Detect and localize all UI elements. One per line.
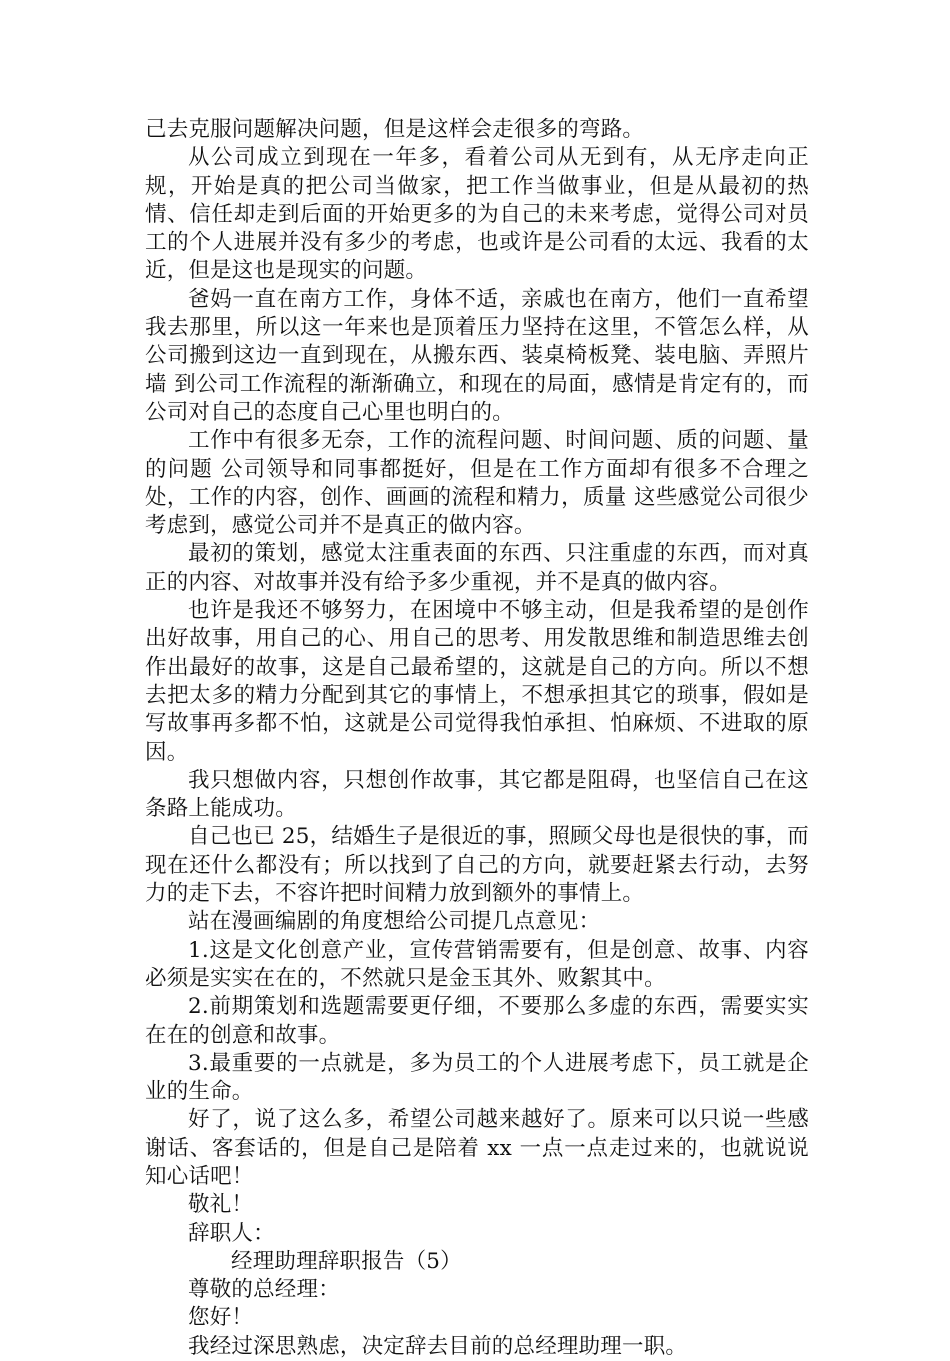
document-body [145, 116, 809, 1361]
document-paragraph: 工作中有很多无奈，工作的流程问题、时间问题、质的问题、量的问题 公司领导和同事都挺好，但是在工作方面却有很多不合理之处，工作的内容，创作、画画的流程和精力，质量 这些感觉公司很少考虑到，感觉公司并不是真正的做内容。 [145, 428, 809, 539]
document-paragraph: 从公司成立到现在一年多，看着公司从无到有，从无序走向正规，开始是真的把公司当做家，把工作当做事业，但是从最初的热情、信任却走到后面的开始更多的为自己的未来考虑，觉得公司对员工的个人进展并没有多少的考虑，也或许是公司看的太远、我看的太近，但是这也是现实的问题。 [145, 145, 809, 284]
document-paragraph: 3.最重要的一点就是，多为员工的个人进展考虑下，员工就是企业的生命。 [145, 1050, 809, 1105]
document-paragraph: 也许是我还不够努力，在困境中不够主动，但是我希望的是创作出好故事，用自己的心、用自己的思考、用发散思维和制造思维去创作出最好的故事，这是自己最希望的，这就是自己的方向。所以不想去把太多的精力分配到其它的事情上，不想承担其它的琐事，假如是写故事再多都不怕，这就是公司觉得我怕承担、怕麻烦、不进取的原因。 [145, 598, 809, 765]
document-paragraph: 自己也已 25，结婚生子是很近的事，照顾父母也是很快的事，而现在还什么都没有；所以找到了自己的方向，就要赶紧去行动，去努力的走下去，不容许把时间精力放到额外的事情上。 [145, 824, 809, 907]
document-paragraph: 己去克服问题解决问题，但是这样会走很多的弯路。 [145, 117, 645, 142]
document-paragraph: 敬礼！ [188, 1192, 254, 1218]
document-paragraph: 您好！ [188, 1305, 254, 1331]
document-paragraph: 1.这是文化创意产业，宣传营销需要有，但是创意、故事、内容必须是实实在在的，不然就只是金玉其外、败絮其中。 [145, 937, 809, 991]
document-paragraph: 好了，说了这么多，希望公司越来越好了。原来可以只说一些感谢话、客套话的，但是自己是陪着 xx 一点一点走过来的，也就说说知心话吧！ [145, 1107, 809, 1189]
document-paragraph: 尊敬的总经理： [188, 1277, 340, 1303]
document-paragraph: 2.前期策划和选题需要更仔细，不要那么多虚的东西，需要实实在在的创意和故事。 [145, 994, 809, 1048]
document-paragraph: 站在漫画编剧的角度想给公司提几点意见： [188, 909, 601, 935]
document-paragraph: 我只想做内容，只想创作故事，其它都是阻碍，也坚信自己在这条路上能成功。 [145, 767, 809, 822]
document-paragraph: 我经过深思熟虑，决定辞去目前的总经理助理一职。 [188, 1333, 688, 1359]
document-paragraph: 经理助理辞职报告（5） [231, 1248, 462, 1274]
document-paragraph: 爸妈一直在南方工作，身体不适，亲戚也在南方，他们一直希望我去那里，所以这一年来也是顶着压力坚持在这里，不管怎么样，从公司搬到这边一直到现在，从搬东西、装桌椅板凳、装电脑、弄照片墙 到公司工作流程的渐渐确立，和现在的局面，感情是肯定有的，而公司对自己的态度自己心里也明白的。 [145, 286, 809, 425]
document-paragraph: 最初的策划，感觉太注重表面的东西、只注重虚的东西，而对真正的内容、对故事并没有给予多少重视，并不是真的做内容。 [145, 541, 809, 595]
document-paragraph: 辞职人： [188, 1220, 275, 1246]
